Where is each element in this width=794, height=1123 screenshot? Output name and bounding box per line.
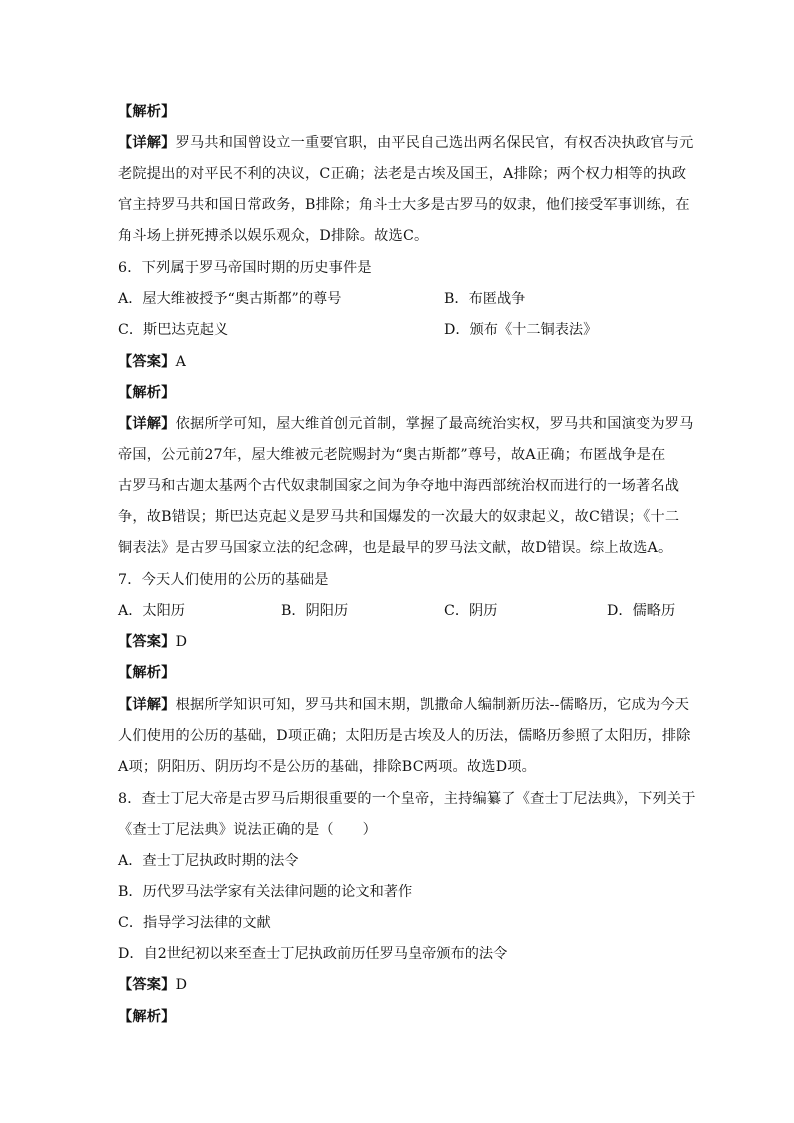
q7-option-a: A．太阳历 — [118, 603, 185, 619]
detail-label: 【详解】 — [118, 416, 176, 432]
answer-label: 【答案】 — [118, 354, 176, 370]
q6-option-b: B．布匿战争 — [444, 291, 526, 307]
q7-option-c: C．阴历 — [444, 603, 498, 619]
analysis-label: 【解析】 — [118, 665, 176, 681]
detail-line: A项；阴阳历、阴历均不是公历的基础，排除BC两项。故选D项。 — [118, 759, 537, 775]
analysis-label: 【解析】 — [118, 385, 176, 401]
q8-option-a: A．查士丁尼执政时期的法令 — [118, 853, 299, 869]
q8-option-b: B．历代罗马法学家有关法律问题的论文和著作 — [118, 884, 413, 900]
answer-value: D — [175, 634, 188, 650]
q6-option-a: A．屋大维被授予“奥古斯都”的尊号 — [118, 291, 342, 307]
question-7-stem: 7．今天人们使用的公历的基础是 — [118, 572, 329, 588]
q8-option-c: C．指导学习法律的文献 — [118, 915, 271, 931]
detail-line: 铜表法》是古罗马国家立法的纪念碑，也是最早的罗马法文献，故D错误。综上故选A。 — [118, 540, 673, 556]
q7-option-d: D．儒略历 — [607, 603, 676, 619]
q7-option-b: B．阴阳历 — [281, 603, 349, 619]
detail-line: 【详解】根据所学知识可知，罗马共和国末期，凯撒命人编制新历法--儒略历，它成为今天 — [118, 697, 690, 713]
question-8-stem: 《查士丁尼法典》说法正确的是（ ） — [118, 822, 377, 838]
analysis-label: 【解析】 — [118, 104, 176, 120]
detail-line: 【详解】罗马共和国曾设立一重要官职，由平民自己选出两名保民官，有权否决执政官与元 — [118, 135, 694, 151]
question-8-stem: 8．查士丁尼大帝是古罗马后期很重要的一个皇帝，主持编纂了《查士丁尼法典》，下列关于 — [118, 791, 696, 807]
detail-line: 角斗场上拼死搏杀以娱乐观众，D排除。故选C。 — [118, 228, 429, 244]
q6-option-c: C．斯巴达克起义 — [118, 322, 229, 338]
detail-line: 争，故B错误；斯巴达克起义是罗马共和国爆发的一次最大的奴隶起义，故C错误；《十二 — [118, 509, 680, 525]
detail-label: 【详解】 — [118, 135, 176, 151]
detail-line: 帝国，公元前27年，屋大维被元老院赐封为“奥古斯都”尊号，故A正确；布匿战争是在 — [118, 447, 666, 463]
q8-option-d: D．自2世纪初以来至查士丁尼执政前历任罗马皇帝颁布的法令 — [118, 946, 508, 962]
detail-line: 人们使用的公历的基础，D项正确；太阳历是古埃及人的历法，儒略历参照了太阳历，排除 — [118, 728, 691, 744]
detail-line: 老院提出的对平民不利的决议，C正确；法老是古埃及国王，A排除；两个权力相等的执政 — [118, 166, 687, 182]
detail-line: 古罗马和古迦太基两个古代奴隶制国家之间为争夺地中海西部统治权而进行的一场著名战 — [118, 478, 680, 494]
detail-line: 官主持罗马共和国日常政务，B排除；角斗士大多是古罗马的奴隶，他们接受军事训练，在 — [118, 197, 690, 213]
answer-value: A — [175, 354, 187, 370]
answer-label: 【答案】 — [118, 634, 176, 650]
q8-answer — [118, 975, 187, 995]
question-6-stem: 6．下列属于罗马帝国时期的历史事件是 — [118, 260, 372, 276]
q6-option-d: D．颁布《十二铜表法》 — [444, 322, 598, 338]
detail-line: 【详解】依据所学可知，屋大维首创元首制，掌握了最高统治实权，罗马共和国演变为罗马 — [118, 416, 694, 432]
answer-value: D — [175, 977, 188, 993]
detail-label: 【详解】 — [118, 697, 176, 713]
answer-label: 【答案】 — [118, 977, 176, 993]
q6-answer — [118, 352, 186, 372]
analysis-label: 【解析】 — [118, 1009, 176, 1025]
q7-answer — [118, 632, 187, 652]
